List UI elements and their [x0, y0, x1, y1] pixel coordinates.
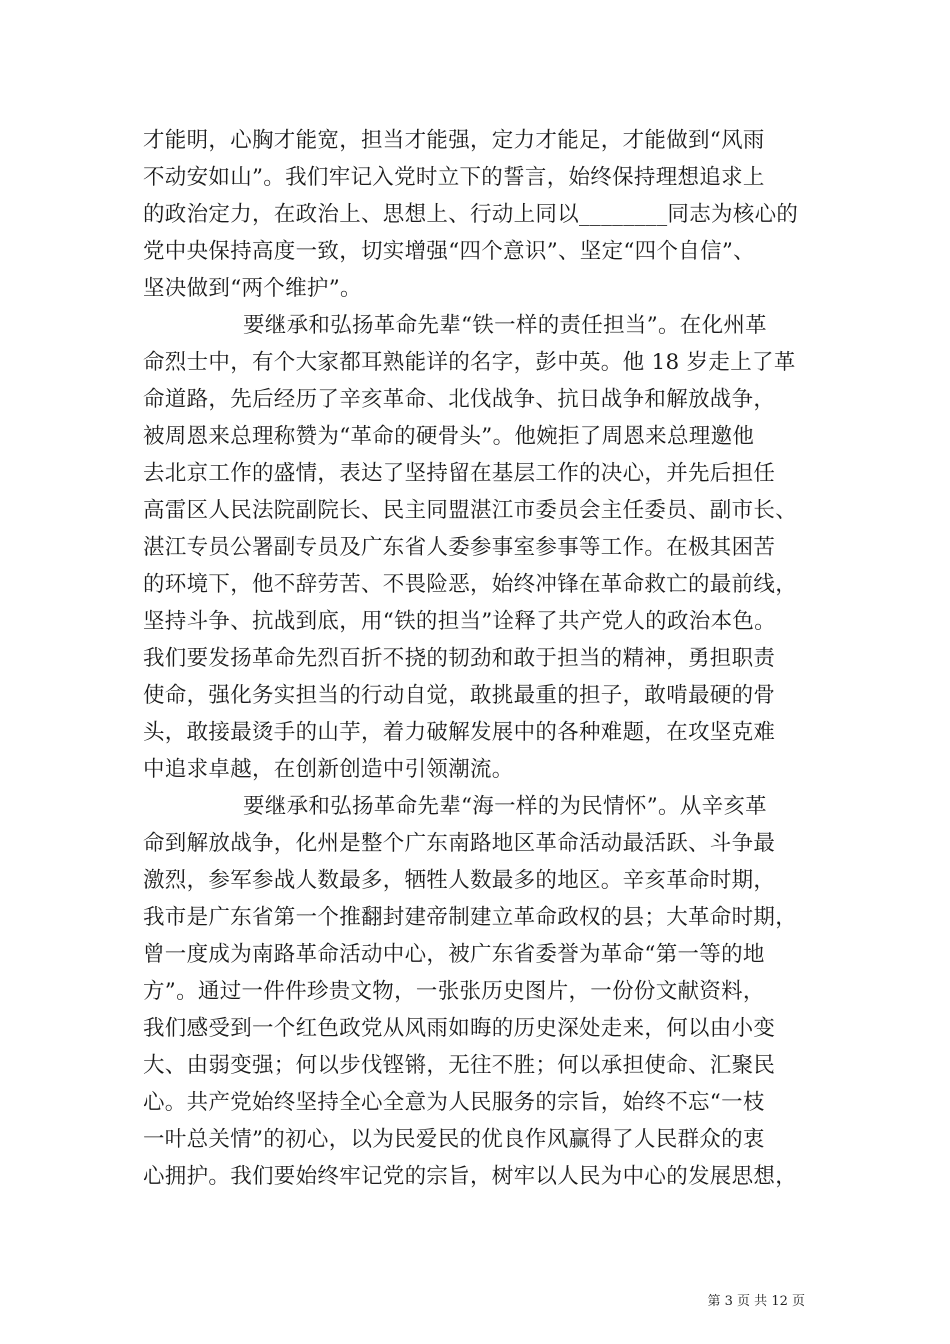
text-line: 不动安如山”。我们牢记入党时立下的誓言，始终保持理想追求上: [143, 165, 765, 190]
text-line: 高雷区人民法院副院长、民主同盟湛江市委员会主任委员、副市长、: [143, 498, 798, 523]
text-line: 中追求卓越，在创新创造中引领潮流。: [143, 757, 514, 782]
paragraph-start-line: 要继承和弘扬革命先辈“铁一样的责任担当”。在化州革: [243, 313, 767, 338]
paragraph-start-line: 要继承和弘扬革命先辈“海一样的为民情怀”。从辛亥革: [243, 794, 767, 819]
text-line: 头，敢接最烫手的山芋，着力破解发展中的各种难题，在攻坚克难: [143, 720, 776, 745]
text-line: 湛江专员公署副专员及广东省人委参事室参事等工作。在极其困苦: [143, 535, 776, 560]
text-line: 大、由弱变强；何以步伐铿锵，无往不胜；何以承担使命、汇聚民: [143, 1053, 776, 1078]
text-line: 被周恩来总理称赞为“革命的硬骨头”。他婉拒了周恩来总理邀他: [143, 424, 755, 449]
text-line: 命道路，先后经历了辛亥革命、北伐战争、抗日战争和解放战争，: [143, 387, 776, 412]
text-line: 坚决做到“两个维护”。: [143, 276, 362, 301]
document-body: [143, 122, 825, 1195]
text-line: 党中央保持高度一致，切实增强“四个意识”、坚定“四个自信”、: [143, 239, 755, 264]
text-line: 命烈士中，有个大家都耳熟能详的名字，彭中英。他 18 岁走上了革: [143, 350, 796, 375]
text-line: 使命，强化务实担当的行动自觉，敢挑最重的担子，敢啃最硬的骨: [143, 683, 776, 708]
text-line: 方”。通过一件件珍贵文物，一张张历史图片，一份份文献资料，: [143, 979, 765, 1004]
text-line: 坚持斗争、抗战到底，用“铁的担当”诠释了共产党人的政治本色。: [143, 609, 776, 634]
text-line: 激烈，参军参战人数最多，牺牲人数最多的地区。辛亥革命时期，: [143, 868, 776, 893]
text-line: 的政治定力，在政治上、思想上、行动上同以________同志为核心的: [143, 202, 799, 227]
text-line: 心。共产党始终坚持全心全意为人民服务的宗旨，始终不忘“一枝: [143, 1090, 765, 1115]
text-line: 我们感受到一个红色政党从风雨如晦的历史深处走来，何以由小变: [143, 1016, 776, 1041]
text-line: 一叶总关情”的初心，以为民爱民的优良作风赢得了人民群众的衷: [143, 1127, 765, 1152]
page-number: 第 3 页 共 12 页: [707, 1294, 805, 1309]
text-line: 的环境下，他不辞劳苦、不畏险恶，始终冲锋在革命救亡的最前线，: [143, 572, 798, 597]
text-line: 我们要发扬革命先烈百折不挠的韧劲和敢于担当的精神，勇担职责: [143, 646, 776, 671]
text-line: 命到解放战争，化州是整个广东南路地区革命活动最活跃、斗争最: [143, 831, 776, 856]
text-line: 我市是广东省第一个推翻封建帝制建立革命政权的县；大革命时期，: [143, 905, 798, 930]
text-line: 心拥护。我们要始终牢记党的宗旨，树牢以人民为中心的发展思想，: [143, 1164, 798, 1189]
text-line: 才能明，心胸才能宽，担当才能强，定力才能足，才能做到“风雨: [143, 128, 765, 153]
text-line: 曾一度成为南路革命活动中心，被广东省委誉为革命“第一等的地: [143, 942, 765, 967]
text-line: 去北京工作的盛情，表达了坚持留在基层工作的决心，并先后担任: [143, 461, 776, 486]
